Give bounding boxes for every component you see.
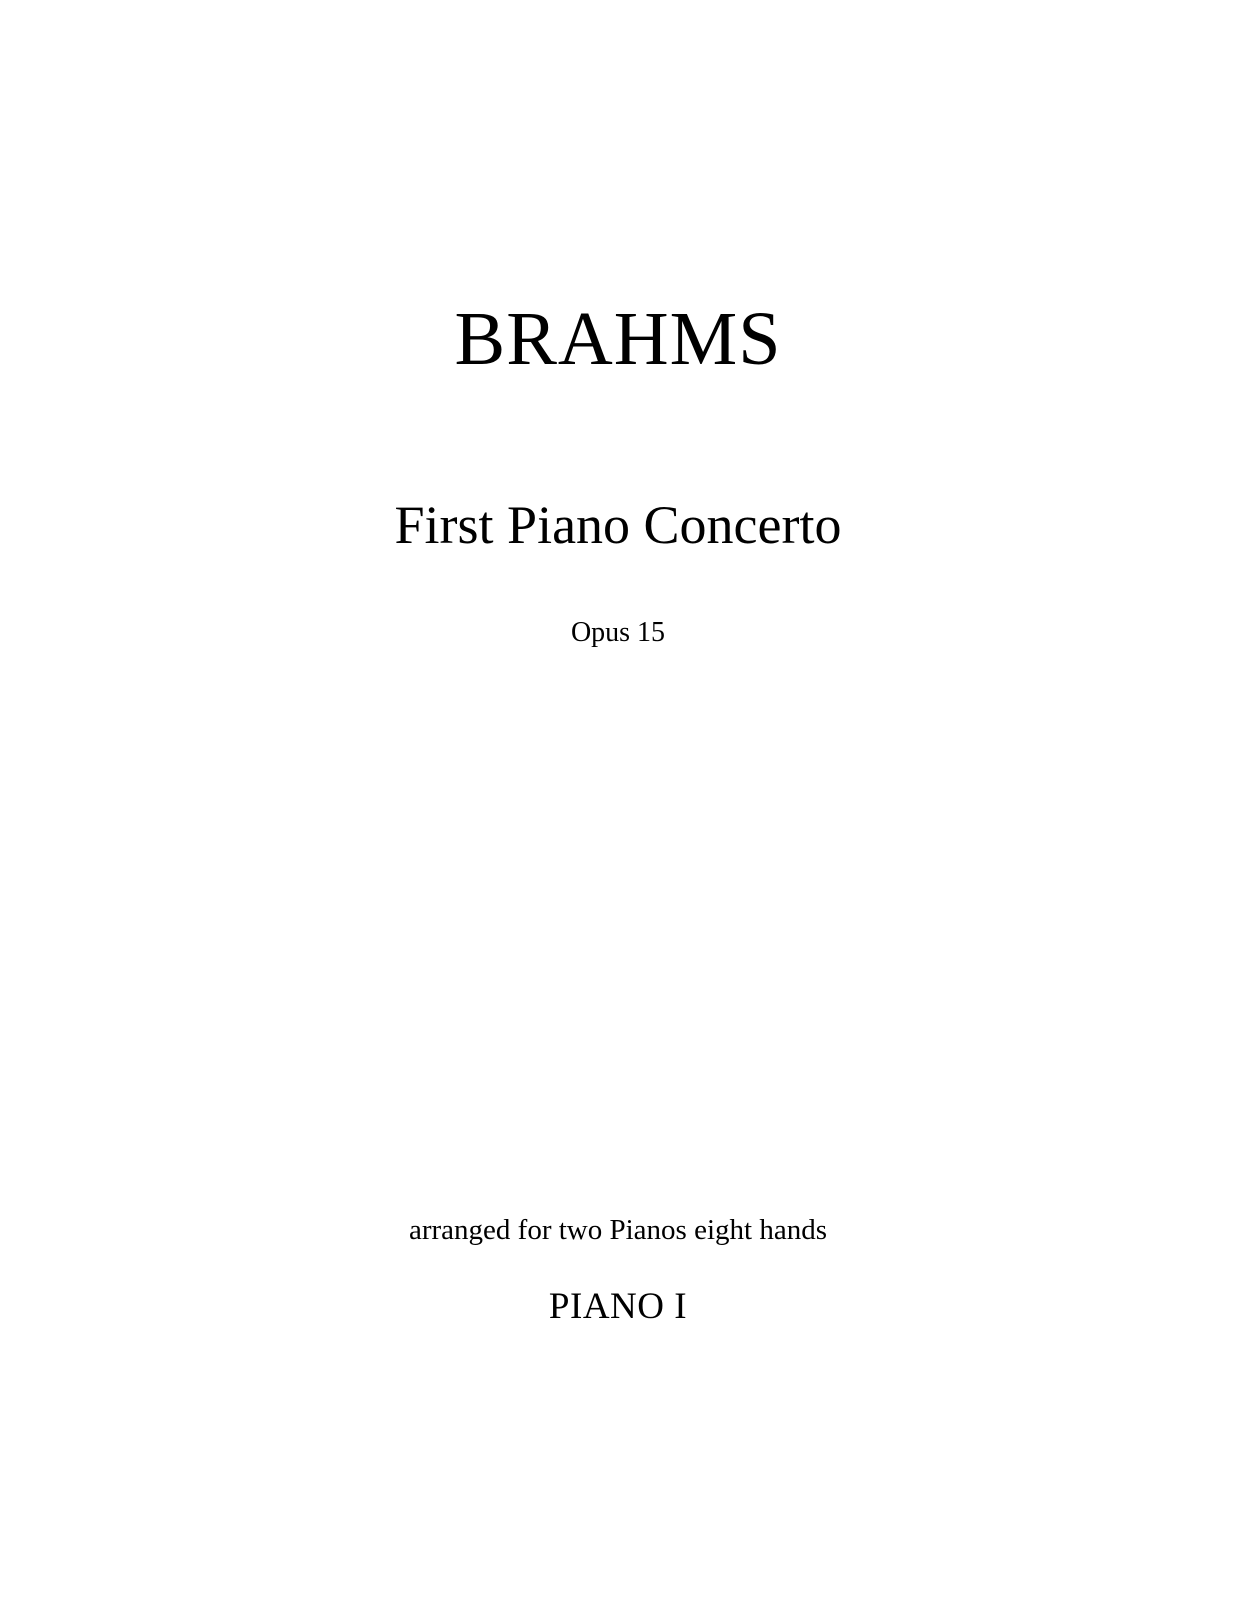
title-block [0, 297, 1236, 649]
work-title: First Piano Concerto [394, 494, 842, 555]
composer-name: BRAHMS [454, 297, 782, 381]
opus-number: Opus 15 [570, 617, 666, 649]
arrangement-note: arranged for two Pianos eight hands [409, 1214, 827, 1246]
part-label: PIANO I [548, 1285, 688, 1327]
footer-block [0, 1215, 1236, 1328]
